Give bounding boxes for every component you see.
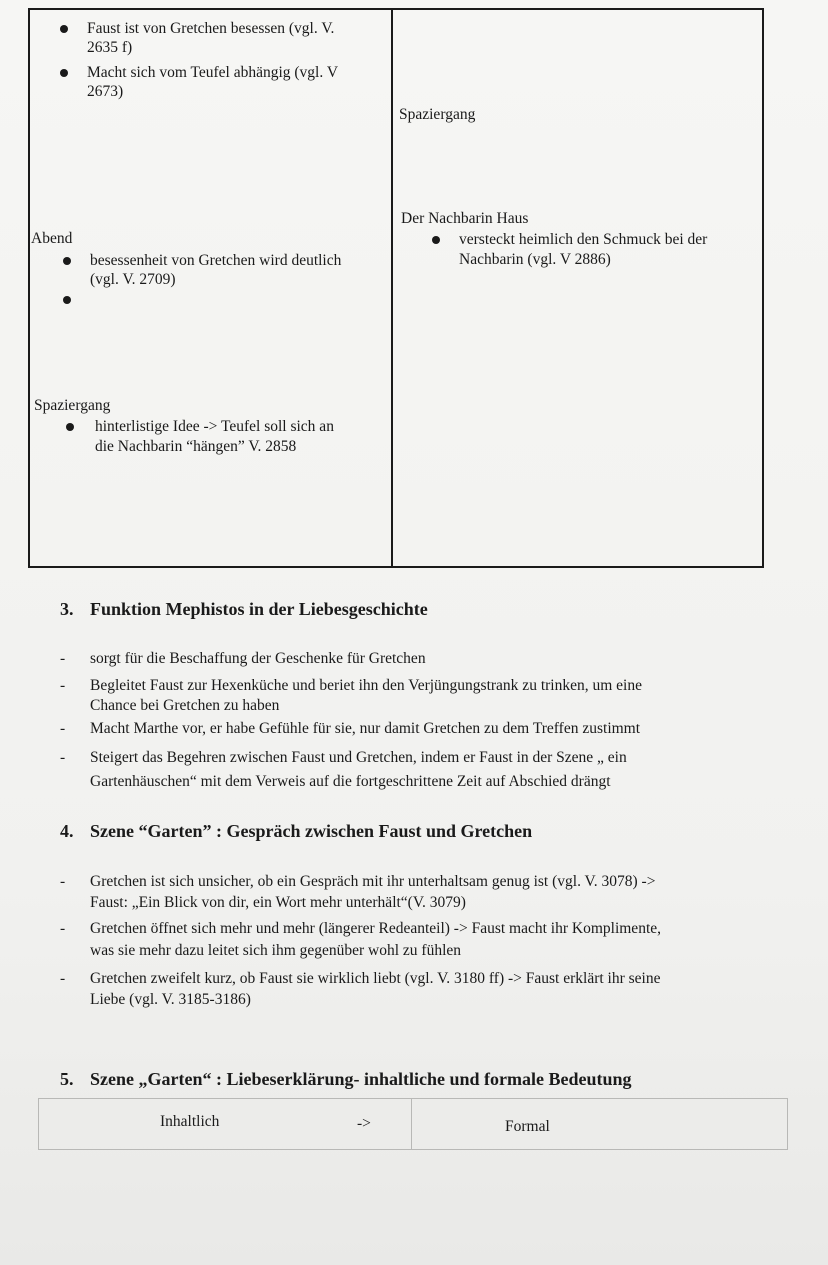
table-column-divider bbox=[391, 10, 393, 566]
section-5-heading bbox=[60, 1068, 632, 1090]
nachbarin-bullet-line2: Nachbarin (vgl. V 2886) bbox=[459, 251, 611, 268]
section-4-heading bbox=[60, 820, 532, 842]
abend-bullet-line1: besessenheit von Gretchen wird deutlich bbox=[90, 252, 342, 269]
left-bullet-2-line2: 2673) bbox=[87, 83, 124, 100]
comparison-table-divider bbox=[411, 1099, 412, 1149]
bullet-icon bbox=[63, 296, 71, 304]
nachbarin-label: Der Nachbarin Haus bbox=[401, 210, 529, 227]
section-5-title: Szene „Garten“ : Liebeserklärung- inhaltliche und formale Bedeutung bbox=[90, 1069, 632, 1089]
bullet-icon bbox=[60, 69, 68, 77]
spaziergang-bullet-line1: hinterlistige Idee -> Teufel soll sich an bbox=[95, 418, 334, 435]
bullet-icon bbox=[432, 236, 440, 244]
section-3-title: Funktion Mephistos in der Liebesgeschichte bbox=[90, 599, 428, 619]
comparison-table bbox=[38, 1098, 788, 1150]
left-spaziergang-label: Spaziergang bbox=[34, 397, 111, 414]
bullet-icon bbox=[66, 423, 74, 431]
section-5-number: 5. bbox=[60, 1069, 74, 1089]
section-4-number: 4. bbox=[60, 821, 74, 841]
abend-bullet-line2: (vgl. V. 2709) bbox=[90, 271, 176, 288]
section-4-title: Szene “Garten” : Gespräch zwischen Faust und Gretchen bbox=[90, 821, 533, 841]
right-spaziergang-label: Spaziergang bbox=[399, 106, 476, 123]
spaziergang-bullet-line2: die Nachbarin “hängen” V. 2858 bbox=[95, 438, 297, 455]
nachbarin-bullet-line1: versteckt heimlich den Schmuck bei der bbox=[459, 231, 708, 248]
section-3-heading bbox=[60, 598, 428, 620]
column-label-inhaltlich: Inhaltlich bbox=[160, 1113, 220, 1130]
arrow-label: -> bbox=[357, 1115, 371, 1132]
abend-label: Abend bbox=[31, 230, 73, 247]
document-page: Faust ist von Gretchen besessen (vgl. V. 2635 f) Macht sich vom Teufel abhängig (vgl. V 2673) Abend besessenheit von Gretchen wird deutlich (vgl. V. 2709) Spaziergang hinterlistige Idee -> Teufel soll sich an die Nachbarin “hängen” V. 2858 Spaziergang Der Nachbarin Haus versteckt heimlich den Schmuck bei der Nachbarin (vgl. V 2886) 3. Funktion Mephistos in der Liebesgeschichte - sorgt für die Beschaffung der Geschenke für Gretchen - Begleitet Faust zur Hexenküche und beriet ihn den Verjüngungstrank zu trinken, um eine Chance bei Gretchen zu haben - Macht Marthe vor, er habe Gefühle für sie, nur damit Gretchen zu dem Treffen zustimmt - Steigert das Begehren zwischen Faust und Gretchen, indem er Faust in der Szene „ ein Gartenhäuschen“ mit dem Verweis auf die fortgeschrittene Zeit auf Abschied drängt 4. Szene “Garten” : Gespräch zwischen Faust und Gretchen - Gretchen ist sich unsicher, ob ein Gespräch mit ihr unterhaltsam genug ist (vgl. V. 3078) -> Faust: „Ein Blick von dir, ein Wort mehr unterhält“(V. 3079) - Gretchen öffnet sich mehr und mehr (längerer Redeanteil) -> Faust macht ihr Komplimente, was sie mehr dazu leitet sich ihm gegenüber wohl zu fühlen - Gretchen zweifelt kurz, ob Faust sie wirklich liebt (vgl. V. 3180 ff) -> Faust erklärt ihr seine Liebe (vgl. V. 3185-3186) 5. Szene „Garten“ : Liebeserklärung- inhaltliche und formale Bedeutung Inhaltlich -> Formal bbox=[0, 0, 828, 1265]
bullet-icon bbox=[63, 257, 71, 265]
section-3-number: 3. bbox=[60, 599, 74, 619]
left-bullet-1-line1: Faust ist von Gretchen besessen (vgl. V. bbox=[87, 20, 335, 37]
bullet-icon bbox=[60, 25, 68, 33]
column-label-formal: Formal bbox=[505, 1118, 550, 1135]
left-bullet-1-line2: 2635 f) bbox=[87, 39, 133, 56]
left-bullet-2-line1: Macht sich vom Teufel abhängig (vgl. V bbox=[87, 64, 339, 81]
